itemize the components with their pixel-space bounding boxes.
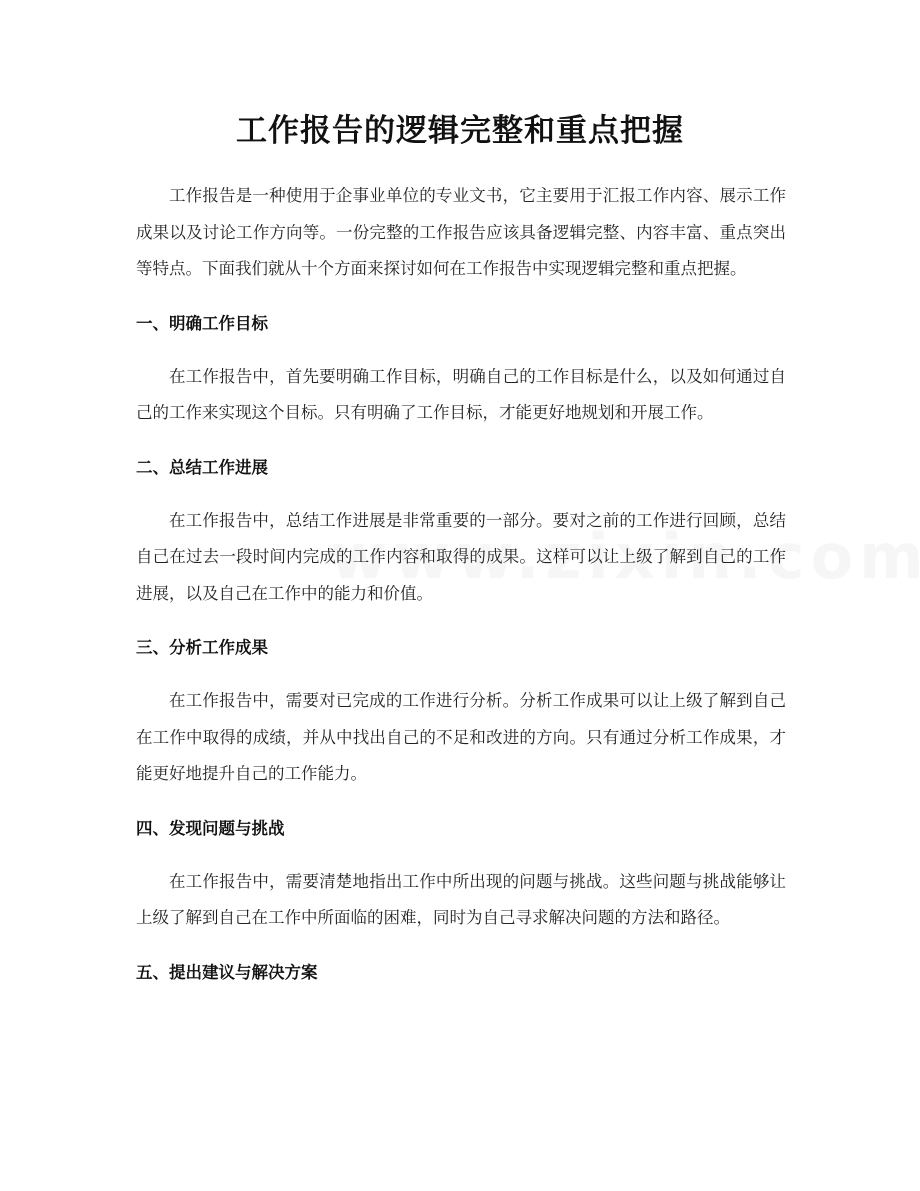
section-paragraph: 在工作报告中，总结工作进展是非常重要的一部分。要对之前的工作进行回顾，总结自己在过去一段时间内完成的工作内容和取得的成果。这样可以让上级了解到自己的工作进展，以及自己在工作中的能力和价值。 bbox=[136, 510, 786, 603]
section-heading: 三、分析工作成果 bbox=[136, 638, 268, 657]
document-title: 工作报告的逻辑完整和重点把握 bbox=[236, 113, 684, 149]
section-4 bbox=[136, 811, 786, 937]
section-3 bbox=[136, 630, 786, 793]
document-body bbox=[136, 178, 786, 1008]
section-1 bbox=[136, 306, 786, 432]
section-paragraph: 在工作报告中，需要对已完成的工作进行分析。分析工作成果可以让上级了解到自己在工作中取得的成绩，并从中找出自己的不足和改进的方向。只有通过分析工作成果，才能更好地提升自己的工作能力。 bbox=[136, 691, 786, 783]
section-5 bbox=[136, 955, 786, 991]
intro-paragraph: 工作报告是一种使用于企事业单位的专业文书，它主要用于汇报工作内容、展示工作成果以及讨论工作方向等。一份完整的工作报告应该具备逻辑完整、内容丰富、重点突出等特点。下面我们就从十个方面来探讨如何在工作报告中实现逻辑完整和重点把握。 bbox=[136, 186, 786, 278]
section-heading: 四、发现问题与挑战 bbox=[136, 818, 285, 838]
section-paragraph: 在工作报告中，首先要明确工作目标，明确自己的工作目标是什么，以及如何通过自己的工作来实现这个目标。只有明确了工作目标，才能更好地规划和开展工作。 bbox=[136, 366, 786, 422]
section-heading: 五、提出建议与解决方案 bbox=[136, 962, 318, 982]
section-2 bbox=[136, 450, 786, 613]
section-heading: 二、总结工作进展 bbox=[136, 457, 268, 477]
section-paragraph: 在工作报告中，需要清楚地指出工作中所出现的问题与挑战。这些问题与挑战能够让上级了解到自己在工作中所面临的困难，同时为自己寻求解决问题的方法和路径。 bbox=[136, 871, 786, 927]
section-heading: 一、明确工作目标 bbox=[136, 313, 268, 333]
